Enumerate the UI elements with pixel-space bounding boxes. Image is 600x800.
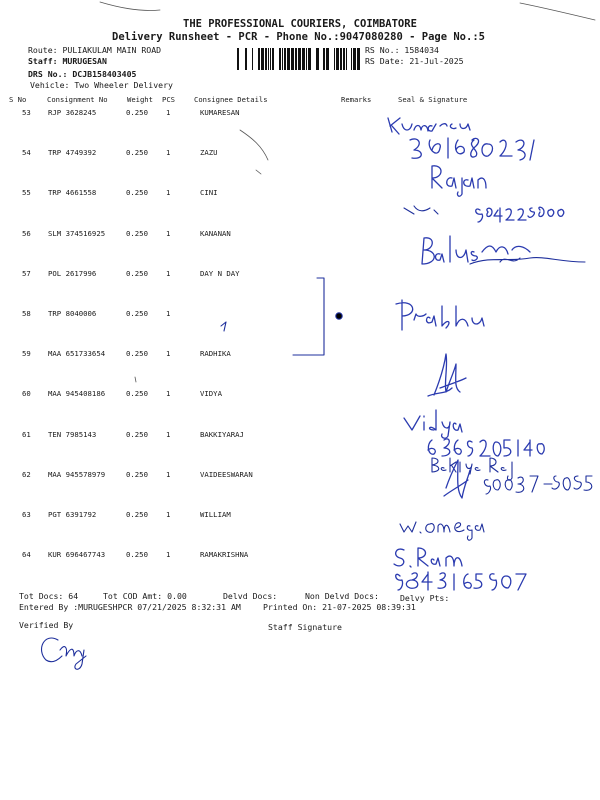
row-consignment-no: TEN 7985143 [48,429,97,439]
barcode-bar [287,48,290,70]
row-weight: 0.250 [126,309,148,318]
table-row [0,550,340,562]
rs-number: RS No.: 1584034 [365,45,439,55]
row-consignee: CINI [200,188,218,198]
row-consignment-no: TRP 4661558 [48,188,97,198]
printed-on: Printed On: 21-07-2025 08:39:31 [263,602,416,612]
table-row [0,389,340,401]
table-row [0,470,340,482]
barcode-bar [268,48,269,70]
row-pcs: 1 [166,228,171,238]
barcode-bar [346,48,347,70]
row-consignee: ZAZU [200,148,218,158]
barcode-bar [258,48,260,70]
signature-row-53 [388,118,534,160]
barcode-bar [298,48,301,70]
row-sno: 64 [22,550,31,560]
row-consignee: KUMARESAN [200,108,240,117]
row-consignment-no: KUR 696467743 [48,550,106,560]
col-sno: S No [9,95,27,104]
row-consignee: WILLIAM [200,510,231,519]
row-pcs: 1 [166,510,171,519]
signature-row-60 [404,410,544,456]
scan-mark-top-right [520,3,595,20]
barcode-bar [302,48,305,70]
row-pcs: 1 [166,550,171,560]
signature-row-58 [396,300,484,330]
scan-mark-top-left [100,2,160,11]
barcode-bar [237,48,239,70]
row-pcs: 1 [166,188,171,198]
row-sno: 53 [22,108,31,117]
row-sno: 58 [22,309,31,318]
row-weight: 0.250 [126,550,148,560]
barcode-bar [316,48,319,70]
drs-label: DRS No.: DCJB158403405 [28,69,137,79]
barcode-bar [272,48,274,70]
barcode-bar [252,48,253,70]
barcode-bar [261,48,264,70]
row-weight: 0.250 [126,349,148,359]
row-pcs: 1 [166,349,171,359]
signature-row-59 [428,354,466,396]
row-consignee: VAIDEESWARAN [200,469,253,479]
row-weight: 0.250 [126,469,148,479]
company-title: THE PROFESSIONAL COURIERS, COIMBATORE [183,18,417,30]
signature-row-56 [422,236,585,264]
row-sno: 59 [22,349,31,359]
row-consignee: RAMAKRISHNA [200,550,249,560]
row-weight: 0.250 [126,148,148,158]
barcode-bar [353,48,356,70]
barcode-bar [265,48,267,70]
barcode-bar [357,48,360,70]
row-pcs: 1 [166,389,171,399]
row-pcs: 1 [166,148,171,158]
signature-row-64 [394,548,526,590]
barcode [237,48,362,70]
row-consignment-no: RJP 3628245 [48,108,97,117]
runsheet-subtitle: Delivery Runsheet - PCR - Phone No.:9047080280 - Page No.:5 [112,31,485,43]
row-weight: 0.250 [126,429,148,439]
table-row [0,148,340,160]
verified-by-label: Verified By [19,620,74,630]
vehicle-label: Vehicle: Two Wheeler Delivery [30,80,173,90]
pen-dot-row-60 [135,377,136,382]
verified-signature [42,638,86,669]
row-weight: 0.250 [126,389,148,399]
row-weight: 0.250 [126,188,148,198]
row-sno: 60 [22,389,31,399]
row-consignee: RADHIKA [200,349,231,359]
non-delivered-docs: Non Delvd Docs: [305,591,379,601]
row-sno: 56 [22,228,31,238]
barcode-bar [308,48,311,70]
barcode-bar [282,48,283,70]
col-pcs: PCS [162,95,175,104]
barcode-bar [279,48,281,70]
signature-row-55 [404,206,564,222]
route-label: Route: PULIAKULAM MAIN ROAD [28,45,162,55]
table-row [0,108,340,120]
row-consignment-no: TRP 4749392 [48,148,97,158]
barcode-bar [340,48,342,70]
row-pcs: 1 [166,429,171,439]
row-sno: 54 [22,148,31,158]
row-pcs: 1 [166,469,171,479]
barcode-bar [326,48,329,70]
row-consignment-no: TRP 8040006 [48,309,97,318]
signature-row-54 [432,166,486,196]
row-weight: 0.250 [126,108,148,117]
table-row [0,269,340,281]
row-consignee: VIDYA [200,389,222,399]
barcode-bar [295,48,297,70]
table-row [0,510,340,522]
row-sno: 61 [22,429,31,439]
barcode-bar [343,48,345,70]
barcode-bar [284,48,286,70]
total-cod-amount: Tot COD Amt: 0.00 [103,591,187,601]
tick-mark-row-58 [221,322,226,331]
table-row [0,430,340,442]
entered-by: Entered By :MURUGESHPCR 07/21/2025 8:32:31 AM [19,602,241,612]
row-sno: 57 [22,268,31,278]
row-pcs: 1 [166,108,171,117]
col-remarks: Remarks [341,95,372,104]
table-row [0,188,340,200]
row-consignee: DAY N DAY [200,268,240,278]
row-consignee: BAKKIYARAJ [200,429,244,439]
delivery-points: Delvy Pts: [400,593,450,603]
barcode-bar [245,48,247,70]
row-weight: 0.250 [126,510,148,519]
row-consignment-no: MAA 945408186 [48,389,106,399]
row-sno: 62 [22,469,31,479]
barcode-bar [270,48,271,70]
table-row [0,229,340,241]
row-sno: 63 [22,510,31,519]
col-seal-signature: Seal & Signature [398,95,468,104]
delivered-docs: Delvd Docs: [223,591,278,601]
row-weight: 0.250 [126,268,148,278]
row-consignment-no: PGT 6391792 [48,510,97,519]
col-consignment: Consignment No [47,95,108,104]
barcode-bar [351,48,352,70]
signature-row-61 [432,458,592,498]
row-sno: 55 [22,188,31,198]
col-weight: Weight [127,95,153,104]
row-weight: 0.250 [126,228,148,238]
row-consignment-no: MAA 945578979 [48,469,106,479]
table-row [0,349,340,361]
row-consignee: KANANAN [200,228,231,238]
row-consignment-no: POL 2617996 [48,268,97,278]
staff-label: Staff: MURUGESAN [28,56,107,66]
row-pcs: 1 [166,268,171,278]
total-docs: Tot Docs: 64 [19,591,79,601]
row-consignment-no: SLM 374516925 [48,228,106,238]
barcode-bar [306,48,307,70]
barcode-bar [291,48,294,70]
barcode-bar [334,48,335,70]
col-consignee: Consignee Details [194,95,268,104]
staff-signature-label: Staff Signature [268,622,342,632]
table-row [0,309,340,321]
signature-row-63 [400,522,484,540]
row-pcs: 1 [166,309,171,318]
pen-dot-row-54 [256,170,261,174]
rs-date: RS Date: 21-Jul-2025 [365,56,464,66]
barcode-bar [323,48,325,70]
barcode-bar [336,48,339,70]
row-consignment-no: MAA 651733654 [48,349,106,359]
